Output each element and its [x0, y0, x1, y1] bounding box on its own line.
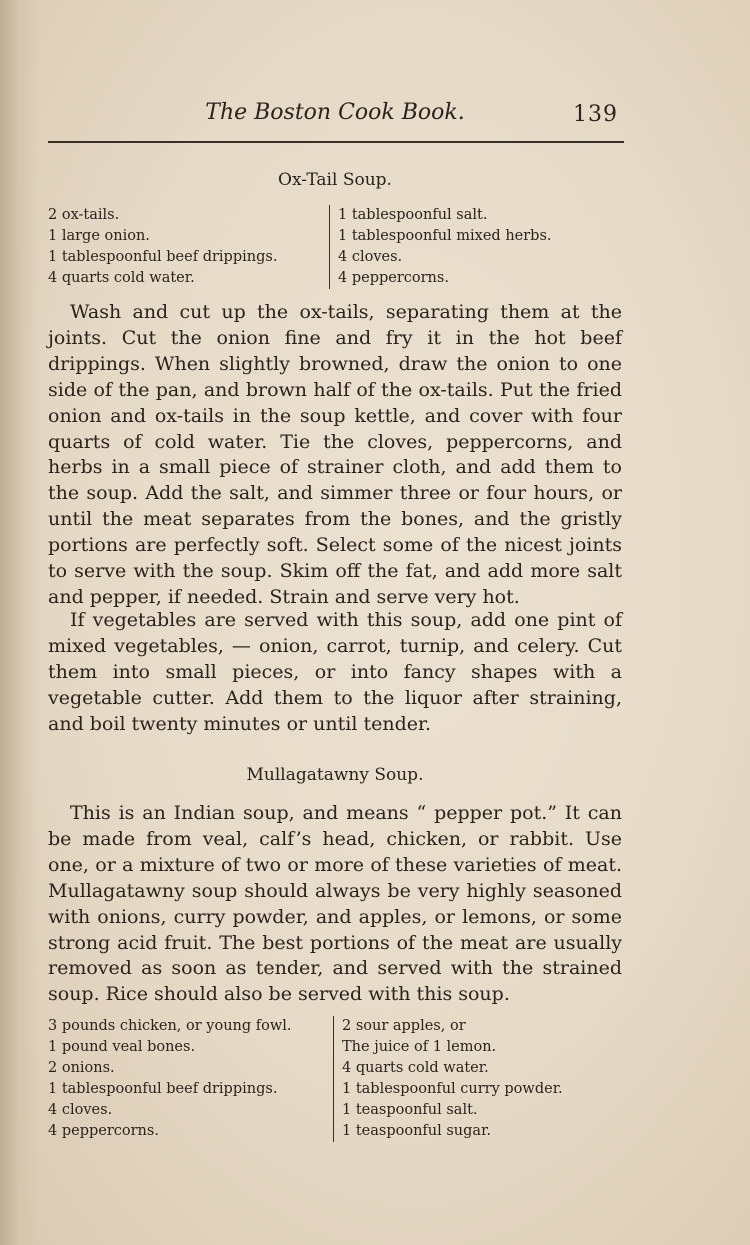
oxtail-method-paragraph: Wash and cut up the ox-tails, separating them at the joints. Cut the onion fine and fry it in the hot beef drippings. When slightly browned, draw the onion to one side of the pan, and brown half of the ox-tails. Put the fried onion and ox-tails in the soup kettle, and cover with four quarts of cold water. Tie the cloves, peppercorns, and herbs in a small piece of strainer cloth, and add them to the soup. Add the salt, and simmer three or four hours, or until the meat separates from the bones, and the gristly portions are perfectly soft. Select some of the nicest joints to serve with the soup. Skim off the fat, and add more salt and pepper, if needed. Strain and serve very hot. — [48, 301, 622, 608]
page-number: 139 — [573, 102, 618, 127]
ingredient-line: 2 onions. — [48, 1060, 115, 1076]
oxtail-ingredients-left — [48, 205, 323, 289]
ingredient-line: 4 peppercorns. — [338, 270, 449, 286]
running-header — [48, 98, 622, 138]
recipe-title-mulligatawny: Mullagatawny Soup. — [246, 765, 424, 785]
ingredient-line: 1 tablespoonful mixed herbs. — [338, 228, 552, 244]
ingredient-line: 4 peppercorns. — [48, 1123, 159, 1139]
ingredient-line: 4 quarts cold water. — [342, 1060, 489, 1076]
page-gutter-shadow — [0, 0, 40, 1245]
recipe-title-oxtail: Ox-Tail Soup. — [278, 170, 392, 190]
ingredient-line: The juice of 1 lemon. — [342, 1039, 497, 1055]
ingredient-line: 1 large onion. — [48, 228, 150, 244]
oxtail-vegetables-paragraph: If vegetables are served with this soup, add one pint of mixed vegetables, — onion, carrot, turnip, and celery. Cut them into small pieces, or into fancy shapes with a vegetable cutter. Add them to the liquor after straining, and boil twenty minutes or until tender. — [48, 609, 622, 735]
ingredient-line: 1 teaspoonful salt. — [342, 1102, 478, 1118]
mulligatawny-ingredients-left — [48, 1016, 328, 1142]
header-rule — [48, 141, 624, 143]
ingredient-line: 1 pound veal bones. — [48, 1039, 196, 1055]
ingredient-line: 1 tablespoonful curry powder. — [342, 1081, 563, 1097]
ingredient-line: 4 cloves. — [338, 249, 403, 265]
ingredient-line: 4 cloves. — [48, 1102, 113, 1118]
mulligatawny-ingredients-right — [333, 1016, 622, 1142]
ingredient-line: 1 tablespoonful beef drippings. — [48, 249, 278, 265]
mulligatawny-intro-paragraph: This is an Indian soup, and means “ pepper pot.” It can be made from veal, calf’s head, chicken, or rabbit. Use one, or a mixture of two or more of these varieties of meat. Mullagatawny soup should always be very highly seasoned with onions, curry powder, and apples, or lemons, or some strong acid fruit. The best portions of the meat are usually removed as soon as tender, and served with the strained soup. Rice should also be served with this soup. — [48, 802, 622, 1006]
running-title: The Boston Cook Book. — [205, 100, 465, 125]
ingredient-line: 1 tablespoonful salt. — [338, 207, 488, 223]
ingredient-line: 2 ox-tails. — [48, 207, 120, 223]
ingredient-line: 4 quarts cold water. — [48, 270, 195, 286]
ingredient-line: 2 sour apples, or — [342, 1018, 466, 1034]
oxtail-ingredients-right — [329, 205, 618, 289]
ingredient-line: 1 tablespoonful beef drippings. — [48, 1081, 278, 1097]
ingredient-line: 1 teaspoonful sugar. — [342, 1123, 492, 1139]
ingredient-line: 3 pounds chicken, or young fowl. — [48, 1018, 292, 1034]
